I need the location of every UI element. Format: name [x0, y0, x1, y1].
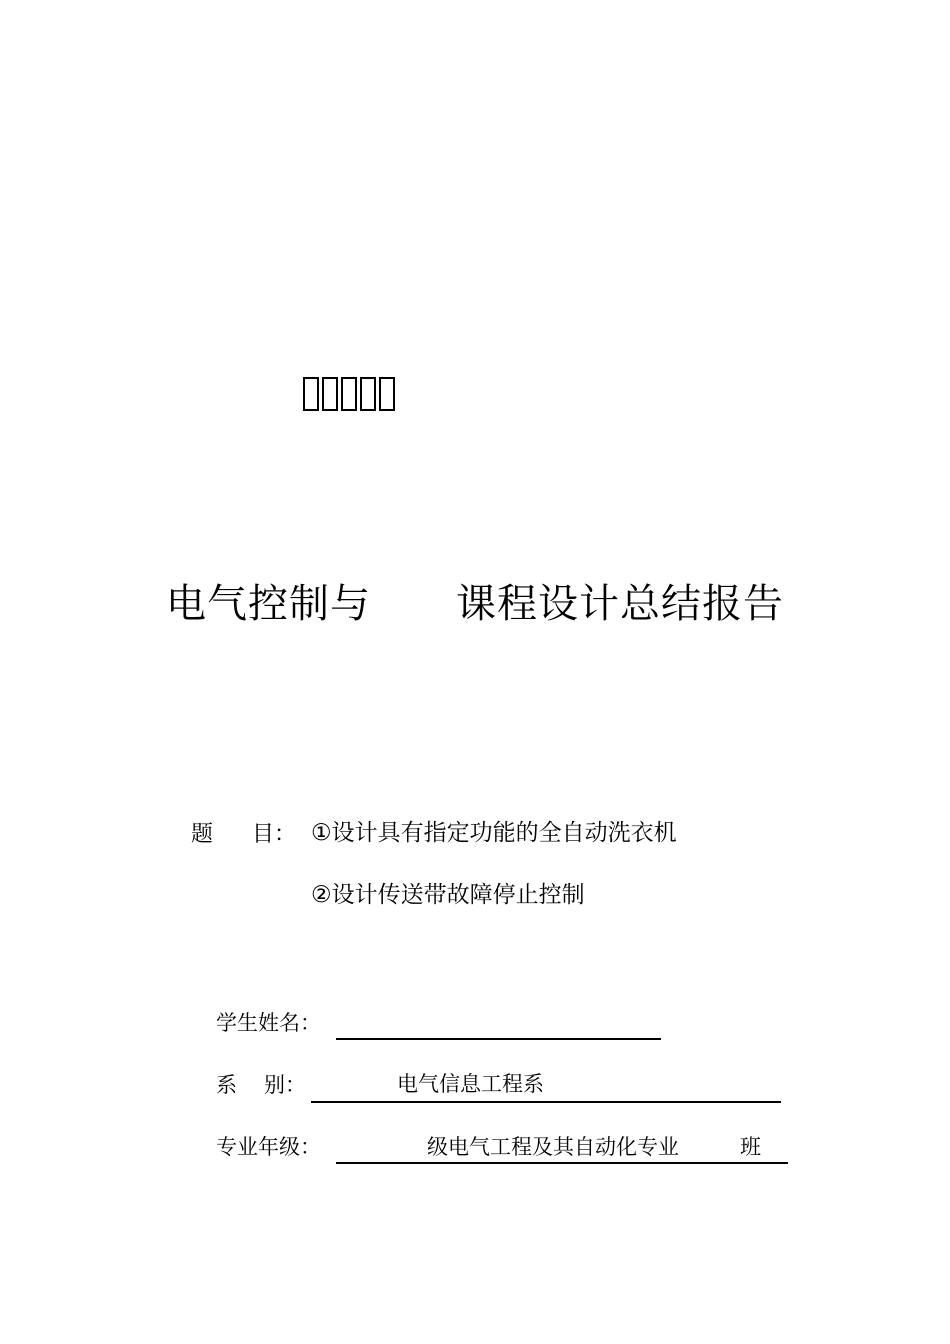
missing-glyph-icon [360, 377, 376, 411]
topic-item-2: ②设计传送带故障停止控制 [311, 882, 585, 908]
major-underline [336, 1162, 788, 1164]
department-label-part2: 别： [264, 1073, 306, 1097]
department-label-part1: 系 [216, 1073, 237, 1097]
garbled-header [303, 377, 398, 415]
report-title-right: 课程设计总结报告 [456, 581, 784, 627]
major-value: 级电气工程及其自动化专业 [427, 1135, 679, 1159]
report-title-left: 电气控制与 [166, 581, 371, 627]
topic-label-part1: 题 [191, 822, 214, 847]
department-value: 电气信息工程系 [397, 1072, 544, 1096]
student-name-label: 学生姓名： [216, 1011, 321, 1035]
missing-glyph-icon [303, 377, 319, 411]
class-value: 班 [740, 1135, 761, 1159]
student-name-field[interactable] [336, 1038, 661, 1040]
missing-glyph-icon [341, 377, 357, 411]
topic-item-1: ①设计具有指定功能的全自动洗衣机 [311, 820, 677, 846]
major-grade-label: 专业年级： [216, 1135, 321, 1159]
department-underline [311, 1101, 781, 1103]
topic-label-part2: 目： [252, 822, 297, 847]
missing-glyph-icon [379, 377, 395, 411]
missing-glyph-icon [322, 377, 338, 411]
